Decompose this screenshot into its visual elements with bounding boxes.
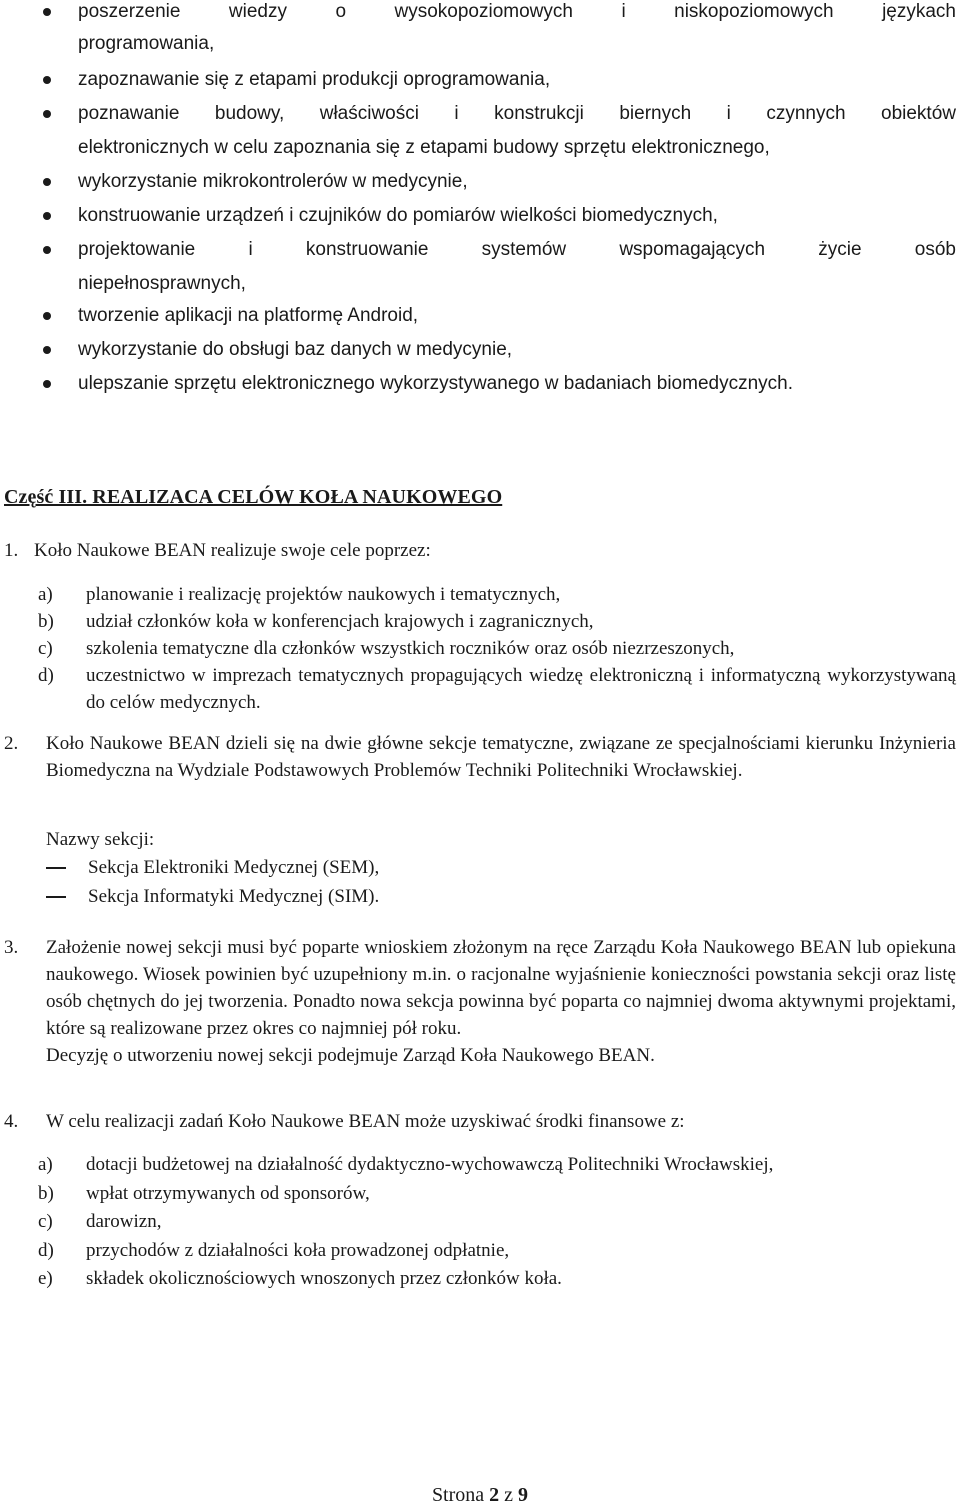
list-text: planowanie i realizację projektów naukowych i tematycznych, [86,584,561,605]
list-text: darowizn, [86,1211,162,1232]
paragraph-text: Koło Naukowe BEAN dzieli się na dwie główne sekcje tematyczne, związane ze specjalnościami kierunku Inżynieria Biomedyczna na Wydziale Podstawowych Problemów Techniki Politechniki Wrocławskiej. [46,733,956,781]
list-text: szkolenia tematyczne dla członków wszystkich roczników oraz osób niezrzeszonych, [86,638,735,659]
bullet-icon [43,76,51,84]
bullet-icon [43,346,51,354]
paragraph-2 [4,730,956,784]
list-item: poznawanie budowy, właściwości i konstrukcji biernych i czynnych obiektów elektronicznych w celu zapoznania się z etapami budowy sprzętu elektronicznego, [0,97,960,165]
paragraph-number: 1. [4,540,19,561]
list-text: udział członków koła w konferencjach krajowych i zagranicznych, [86,611,594,632]
section-name: Sekcja Informatyki Medycznej (SIM). [88,886,380,907]
list-item [38,1180,956,1209]
list-item [38,581,956,608]
list-item: ulepszanie sprzętu elektronicznego wykorzystywanego w badaniach biomedycznych. [0,367,960,401]
list-item [38,635,956,662]
sections-list [46,853,379,911]
paragraph-4 [4,1108,956,1135]
section-heading: Część III. REALIZACA CELÓW KOŁA NAUKOWEGO [4,486,503,508]
paragraph-text: Założenie nowej sekcji musi być poparte wnioskiem złożonym na ręce Zarządu Koła Naukowego BEAN lub opiekuna naukowego. Wiosek powinien być uzupełniony m.in. o racjonalne wyjaśnienie konieczności powstania sekcji oraz listę osób chętnych do jej tworzenia. Ponadto nowa sekcja powinna być poparta co najmniej dwoma aktywnymi projektami, które są realizowane przez okres co najmniej pół roku. [46,937,956,1039]
paragraph-number: 3. [4,937,19,958]
sections-title: Nazwy sekcji: [46,829,155,850]
list-label: a) [38,584,53,605]
footer-prefix: Strona [431,1484,485,1506]
list-item: wykorzystanie mikrokontrolerów w medycynie, [0,165,960,199]
paragraph-3 [4,934,956,1069]
footer-separator: z [504,1484,514,1506]
goals-bullet-list [0,0,960,401]
section-name: Sekcja Elektroniki Medycznej (SEM), [88,857,380,878]
paragraph-text: W celu realizacji zadań Koło Naukowe BEAN może uzyskiwać środki finansowe z: [46,1111,685,1132]
paragraph-text-2: Decyzję o utworzeniu nowej sekcji podejmuje Zarząd Koła Naukowego BEAN. [46,1045,655,1066]
list-text: uczestnictwo w imprezach tematycznych propagujących wiedzę elektroniczną i informatyczną wykorzystywaną do celów medycznych. [86,665,956,713]
list-item [38,1237,956,1266]
list-label: b) [38,1182,54,1204]
list-item [46,853,379,882]
funding-list [38,1151,956,1294]
bullet-icon [43,212,51,220]
list-item: projektowanie i konstruowanie systemów wspomagających życie osób niepełnosprawnych, [0,233,960,299]
list-text: wpłat otrzymywanych od sponsorów, [86,1182,370,1204]
page-footer [0,1484,960,1507]
list-item [38,1151,956,1180]
list-label: d) [38,1239,54,1261]
paragraph-number: 2. [4,733,19,754]
total-pages: 9 [518,1484,529,1506]
list-label: b) [38,611,54,632]
list-item [38,608,956,635]
list-item: poszerzenie wiedzy o wysokopoziomowych i niskopoziomowych językach programowania, [0,0,960,63]
list-label: c) [38,1211,53,1232]
list-item [38,1265,956,1294]
list-item: konstruowanie urządzeń i czujników do pomiarów wielkości biomedycznych, [0,199,960,233]
list-label: d) [38,665,54,686]
list-item: wykorzystanie do obsługi baz danych w medycynie, [0,333,960,367]
methods-list [38,581,956,716]
dash-icon [46,867,66,869]
paragraph-text: Koło Naukowe BEAN realizuje swoje cele poprzez: [34,540,431,561]
current-page-number: 2 [489,1484,500,1506]
bullet-icon [43,312,51,320]
bullet-icon [43,380,51,388]
dash-icon [46,896,66,898]
list-item: zapoznawanie się z etapami produkcji oprogramowania, [0,63,960,97]
list-label: c) [38,638,53,659]
list-item [38,1208,956,1237]
list-label: a) [38,1154,53,1175]
bullet-icon [43,246,51,254]
list-item: tworzenie aplikacji na platformę Android, [0,299,960,333]
paragraph-number: 4. [4,1111,19,1132]
list-item [38,662,956,716]
list-item [46,882,379,911]
bullet-icon [43,110,51,118]
bullet-icon [43,8,51,16]
list-label: e) [38,1268,53,1289]
paragraph-1 [4,537,956,564]
list-text: przychodów z działalności koła prowadzonej odpłatnie, [86,1239,510,1261]
list-text: dotacji budżetowej na działalność dydaktyczno-wychowawczą Politechniki Wrocławskiej, [86,1154,774,1175]
bullet-icon [43,178,51,186]
list-text: składek okolicznościowych wnoszonych przez członków koła. [86,1268,562,1289]
